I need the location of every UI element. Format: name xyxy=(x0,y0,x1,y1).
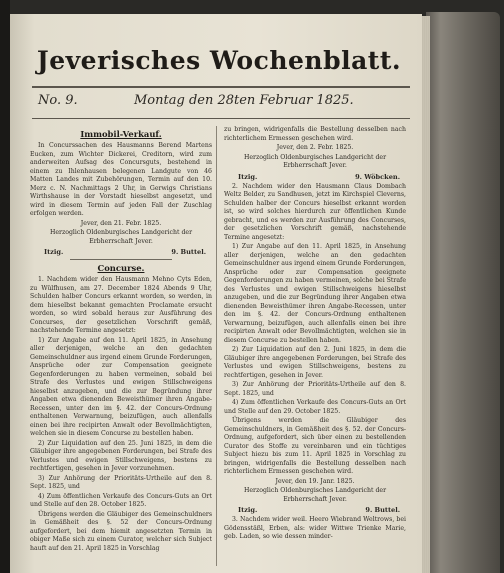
newspaper-page xyxy=(10,14,422,573)
signature-left: Itzig. xyxy=(44,248,64,256)
signature-left: Itzig. xyxy=(238,172,258,181)
scan-left-edge xyxy=(0,0,10,573)
book-cover xyxy=(426,12,500,573)
signature-line xyxy=(238,173,400,181)
text-paragraph: 1) Zur Angabe auf den 11. April 1825, in Ansehung aller derjenigen, welche an den gedachten Gemeinschuldner aus irgend einem Grunde Forderungen, Ansprüche oder zur Compensation geeignete Gegenforderungen zu haben vermeinen, sobald bei Strafe des Verlustes und ewigen Stillschweigens hieselbst anzugeben, und die zur Begründung ihrer Angaben etwa dienenden Beweisthümer ihren Angabe-Recessen, unter den im §. 42. der Concurs-Ordnung enthaltenen Verwarnung, beizufügen, auch allenfalls einen bei ihre recipirten Anwalt oder Bevollmächtigten, welchen sie in diesem Concurse zu bestellen haben. xyxy=(30,336,212,437)
text-paragraph: 4) Zum öffentlichen Verkaufe des Concurs-Guts an Ort und Stelle auf den 28. October 1825. xyxy=(30,492,212,508)
text-paragraph: 2) Zur Liquidation auf den 25. Juni 1825, in dem die Gläubiger ihre angegebenen Forderungen, bei Strafe des Verlustes und ewigen Stillschweigens, bestens zu rechtfertigen, gesehen in Jever vorzunehmen. xyxy=(30,439,212,472)
masthead-title: Jeverisches Wochenblatt. xyxy=(36,46,402,75)
section-separator xyxy=(70,259,172,260)
court-name: Herzoglich Oldenburgisches Landgericht der Erbherrschaft Jever. xyxy=(243,153,387,169)
court-name: Herzoglich Oldenburgisches Landgericht der Erbherrschaft Jever. xyxy=(243,487,387,503)
text-paragraph: 2. Nachdem wider den Hausmann Claus Dombach Weltz Belder, zu Sandhusen, jetzt im Kirchspiel Cleverns, Schulden halber der Concurs hieselbst erkannt worden ist, so wird solches hierdurch zur öffentlichen Kunde gebracht, und es werden zur Ausführung des Concurses, der gesetzlichen Vorschrift gemäß, nachstehende Termine angesetzt: xyxy=(224,182,406,241)
text-paragraph: 3) Zur Anhörung der Prioritäts-Urtheile auf den 8. Sept. 1825, und xyxy=(30,474,212,490)
dateline: Jever, den 21. Febr. 1825. xyxy=(80,219,162,227)
court-name: Herzoglich Oldenburgisches Landgericht der Erbherrschaft Jever. xyxy=(49,229,193,245)
column-divider xyxy=(216,126,217,566)
issue-date: Montag den 28ten Februar 1825. xyxy=(134,93,354,108)
text-paragraph: 3. Nachdem wider weil. Heero Wiebrand Weltrows, bei Gödensstäßl, Erben, als: wider Wittwe Trienke Marie, geb. Laden, so wie dessen minder- xyxy=(224,516,406,540)
dateline: Jever, den 19. Janr. 1825. xyxy=(275,477,355,485)
section-heading-immobil-verkauf: Immobil-Verkauf. xyxy=(80,129,162,139)
dateline: Jever, den 2. Febr. 1825. xyxy=(276,144,354,151)
right-column xyxy=(224,126,406,543)
signature-right: 9. Buttel. xyxy=(171,248,206,256)
issue-number: No. 9. xyxy=(38,93,78,108)
text-paragraph: 4) Zum öffentlichen Verkaufe des Concurs-Guts an Ort und Stelle auf den 29. October 1825. xyxy=(224,399,406,415)
section-heading-concurse: Concurse. xyxy=(97,263,145,273)
text-paragraph: 1. Nachdem wider den Hausmann Mehno Cyts Eden, zu Wülfhusen, am 27. December 1824 Abends 9 Uhr, Schulden halber Concurs erkannt worden, so werden, in dem hieselbst bekannt gemachten Proclamate ersucht worden, so wird sobald heraus zur Ausführung des Concurses, der gesetzlichen Vorschrift gemäß, nachstehende Termine angesetzt: xyxy=(30,276,212,334)
text-paragraph: In Concurssachen des Hausmanns Berend Martens Eucken, zum Wichter Dickerei, Creditorn, wird zum anderweiten Aufsag des Concursguts, bestehend in einem zu Ihlenhausen belegenen Landgute von 46 Matten Landes mit Zubehörungen, Termin auf den 10. Merz c. N. Nachmittags 2 Uhr, in Gerwigs Christians Wirthshause in der Vorstadt hieselbst angesetzt, und wird in diesem Termin auf jeden Fall der Zuschlag erfolgen werden. xyxy=(30,142,212,217)
text-paragraph: 3) Zur Anhörung der Prioritäts-Urtheile auf den 8. Sept. 1825, und xyxy=(224,381,406,397)
signature-right: 9. Wöbcken. xyxy=(355,172,400,181)
signature-line xyxy=(238,506,400,514)
text-paragraph: 1) Zur Angabe auf den 11. April 1825, in Ansehung aller derjenigen, welche an den gedachten Gemeinschuldner aus irgend einem Grunde Forderungen, Ansprüche oder zur Compensation geeignete Gegenforderungen zu haben vermeinen, solche bei Strafe des Verlustes und ewigen Stillschweigens hieselbst anzugeben, und die zur Begründung ihrer Angaben etwa dienenden Beweisthümer ihren Angabe-Recessen, unter den im §. 42. der Concurs-Ordnung enthaltenen Verwarnung, beizufügen, auch allenfalls einen bei ihre recipirten Anwalt oder Bevollmächtigten, welchen sie in diesem Concurse zu bestellen haben. xyxy=(224,243,406,344)
text-paragraph: Übrigens werden die Gläubiger des Gemeinschuldners in Gemäßheit des §. 52 der Concurs-Ordnung aufgefordert, bei dem hiemit angesetzten Termin in obiger Maße sich zu einem Curator, welcher sich Subject hauft auf den 21. April 1825 in Vorschlag xyxy=(30,510,212,552)
text-paragraph: zu bringen, widrigenfalls die Bestellung desselben nach richterlichem Ermessen geschehen wird. xyxy=(224,126,406,142)
signature-right: 9. Buttel. xyxy=(365,506,400,514)
signature-line xyxy=(44,248,206,256)
text-paragraph: 2) Zur Liquidation auf den 2. Juni 1825, in dem die Gläubiger ihre angegebenen Forderungen, bei Strafe des Verlustes und ewigen Stillschweigens, bestens zu rechtfertigen, gesehen in Jever. xyxy=(224,346,406,379)
masthead-rule-bottom xyxy=(32,118,410,119)
left-column xyxy=(30,126,212,554)
masthead-rule-top xyxy=(32,86,410,88)
text-paragraph: Übrigens werden die Gläubiger des Gemeinschuldners, in Gemäßheit des §. 52. der Concurs-Ordnung, aufgefordert, sich über einen zu bestellenden Curator des Stoffe zu vereinbaren und ein tüchtiges Subject hiezu bis zum 11. April 1825 in Vorschlag zu bringen, widrigenfalls die Bestellung desselben nach richterlichem Ermessen geschehen wird. xyxy=(224,417,406,475)
signature-left: Itzig. xyxy=(238,506,258,514)
